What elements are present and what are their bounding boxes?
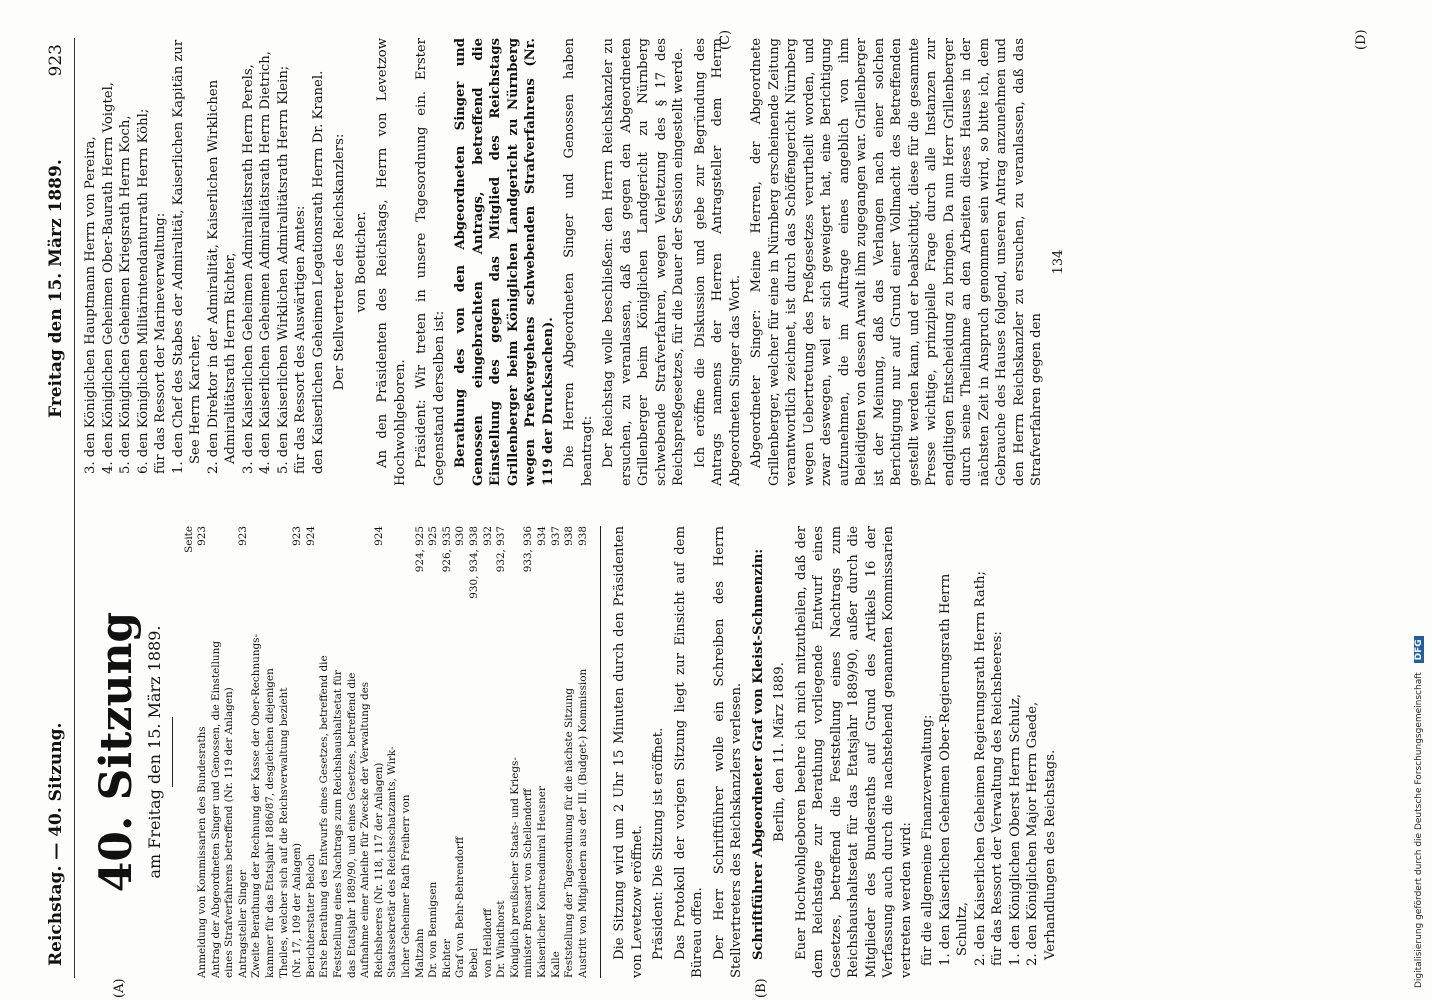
toc-entry-page: [210, 526, 224, 530]
toc-entry: [550, 526, 564, 978]
divider: [172, 717, 173, 787]
toc-entry-title: Feststellung der Tagesordnung für die nächste Sitzung: [563, 687, 576, 978]
paragraph: 2. den Direktor in der Admiralität, Kaiserlichen Wirklichen Admiralitätsrath Herrn Richter,: [205, 79, 238, 474]
toc-entry-page: [250, 526, 264, 530]
paragraph: 1. den Kaiserlichen Geheimen Ober-Regierungsrath Herrn Schultz,: [937, 573, 971, 966]
toc-entry-title: Richter: [440, 939, 453, 978]
toc-entry: [427, 526, 441, 978]
toc-entry-title: Bebel: [467, 948, 480, 978]
toc-entry-page: 924: [372, 526, 385, 546]
digitization-notice: [1414, 0, 1428, 988]
toc-entry-page: [223, 526, 237, 530]
sheet-number: 134: [1050, 249, 1066, 275]
toc-entry-page: 924, 925: [413, 526, 426, 573]
toc-entry: [237, 526, 251, 978]
toc-entry: [441, 526, 455, 978]
toc-entry-title: Graf von Behr-Behrendorff: [454, 836, 467, 978]
toc-entry-title: licher Geheimer Rath Freiherr von: [400, 794, 412, 978]
paragraph: Die Sitzung wird um 2 Uhr 15 Minuten durch den Präsidenten von Levetzow eröffnet.: [612, 526, 645, 978]
paragraph: 2. den Königlichen Major Herrn Gaede,: [1025, 701, 1041, 966]
toc-entry-page: 930: [454, 526, 467, 546]
margin-mark-b: (B): [754, 978, 769, 998]
toc-entry: [291, 526, 305, 978]
toc-entry-title: Theiles, welcher sich auf die Reichsverwaltung bezieht: [277, 687, 290, 978]
toc-entry-title: Aufnahme einer Anleihe für Zwecke der Verwaltung des: [359, 681, 372, 978]
paragraph: Der Stellvertreter des Reichskanzlers:: [332, 133, 347, 391]
toc-entry-page: [332, 526, 346, 530]
toc-entry-title: Antrag der Abgeordneten Singer und Genossen, die Einstellung: [209, 641, 222, 978]
paragraph: für das Ressort des Auswärtigen Amtes:: [293, 205, 308, 474]
toc-entry: [468, 526, 482, 978]
toc-entry-page: 933, 936: [522, 526, 535, 573]
toc-entry: [318, 526, 332, 978]
header-center: Freitag den 15. März 1889.: [46, 159, 66, 418]
left-column: [82, 526, 1063, 978]
toc-entry-page: 937: [549, 526, 562, 546]
toc-entry-page: 932, 937: [495, 526, 508, 573]
paragraph: von Boetticher.: [353, 211, 369, 313]
toc-entry-title: Erste Berathung des Entwurfs eines Gesetzes, betreffend die: [318, 655, 331, 978]
toc-entry-page: [359, 526, 373, 530]
toc-entry: [563, 526, 577, 978]
toc-entry: [522, 526, 536, 978]
paragraph: 4. den Kaiserlichen Geheimen Admiralitätsrath Herrn Dietrich,: [258, 51, 273, 474]
toc-entry-page: 934: [535, 526, 548, 546]
paragraph: Berlin, den 11. März 1889.: [772, 662, 788, 842]
toc-entry-title: Kaiserlicher Kontreadmiral Heusner: [535, 786, 548, 978]
paragraph: An den Präsidenten des Reichstags, Herrn von Levetzow Hochwohlgeboren.: [375, 38, 408, 486]
toc-entry-title: (Nr. 17, 109 der Anlagen): [291, 843, 304, 978]
toc-entry-page: 926, 935: [440, 526, 453, 573]
toc-entry-title: Reichsheeres (Nr. 118, 117 der Anlagen): [372, 762, 385, 978]
margin-mark-c: (C): [718, 29, 733, 50]
toc-entry-page: [318, 526, 332, 530]
toc-entry-page: 930, 934, 938: [467, 526, 480, 599]
paragraph: Die Herren Abgeordneten Singer und Genossen haben beantragt:: [562, 38, 595, 486]
paragraph: Verhandlungen des Reichstags.: [1042, 749, 1058, 960]
toc-entry-title: Kalle: [549, 951, 562, 978]
toc-entry: [264, 526, 278, 978]
toc-entry: [210, 526, 224, 978]
paragraph: Das Protokoll der vorigen Sitzung liegt zur Einsicht auf dem Büreau offen.: [672, 526, 706, 978]
toc-entry-title: Dr. Windthorst: [495, 900, 508, 978]
toc-entry: [386, 526, 400, 978]
paragraph: 3. den Königlichen Hauptmann Herrn von Pereira,: [83, 136, 98, 474]
paragraph: für das Ressort der Marineverwaltung:: [153, 212, 168, 474]
session-date: am Freitag den 15. März 1889.: [145, 625, 164, 879]
margin-mark-d: (D): [1354, 29, 1369, 50]
toc-entry: [577, 526, 591, 978]
toc-entry: [454, 526, 468, 978]
toc-entry-page: 938: [576, 526, 589, 546]
paragraph: 5. den Königlichen Geheimen Kriegsrath Herrn Koch,: [118, 115, 133, 474]
digitization-text: Digitalisierung gefördert durch die Deutsche Forschungsgemeinschaft: [1414, 672, 1424, 988]
dfg-logo: DFG: [1414, 636, 1424, 663]
toc-entry: [332, 526, 346, 978]
toc-entry: [414, 526, 428, 978]
left-body-text: [611, 526, 1059, 978]
toc-entry: [223, 526, 237, 978]
toc-entry-page: 923: [291, 526, 304, 546]
margin-mark-a: (A): [112, 978, 127, 998]
header-page-number: 923: [46, 44, 66, 77]
paragraph: Abgeordneter Singer: Meine Herren, der Abgeordnete Grillenberger, welcher für eine in Nürnberg erscheinende Zeitung verantwortlich zeichnet, ist durch das Schöffengericht Nürnberg wegen Uebertretung des Preßgesetzes verurtheilt worden, und zwar deswegen, weil er sich geweigert hat, eine Berichtigung aufzunehmen, die im Auftrage eines angeblich von ihm Beleidigten von dessen Anwalt ihm zugegangen war. Grillenberger ist der Meinung, daß das Verlangen nach einer solchen Berichtigung nur auf Grund einer Vollmacht des Betreffenden gestellt werden kann, und er beabsichtigt, diese für die gesammte Presse wichtige, prinzipielle Frage durch alle Instanzen zur endgiltigen Entscheidung zu bringen. Da nun Herr Grillenberger durch seine Theilnahme an den Arbeiten dieses Hauses in der nächsten Zeit in Anspruch genommen sein wird, so bitte ich, dem Gebrauche des Hauses folgend, unseren Antrag anzunehmen und den Herrn Reichskanzler zu ersuchen, zu veranlassen, daß das Strafverfahren gegen den: [749, 38, 1044, 486]
toc-entry-title: das Etatsjahr 1889/90, und eines Gesetzes, betreffend die: [345, 672, 358, 978]
paragraph: für die allgemeine Finanzverwaltung:: [920, 714, 936, 966]
toc-entry-page: [264, 526, 278, 530]
paragraph: 1. den Königlichen Oberst Herrn Schulz,: [1007, 693, 1023, 966]
toc-entry-page: [346, 526, 360, 530]
toc-entry-page: [278, 526, 292, 530]
toc-entry-page: 923: [196, 526, 209, 546]
toc-entry-title: von Helldorff: [481, 908, 494, 978]
toc-entry-page: [509, 526, 523, 530]
toc-page-header: Seite: [182, 526, 195, 553]
paragraph: Präsident: Wir treten in unsere Tagesordnung ein. Erster Gegenstand derselben ist:: [414, 38, 447, 486]
paragraph: Ich eröffne die Diskussion und gebe zur Begründung des Antrags namens der Herren Antragsteller dem Herrn Abgeordneten Singer das Wort.: [692, 38, 743, 486]
toc-entry-title: Zweite Berathung der Rechnung der Kasse der Ober-Rechnungs-: [250, 633, 263, 978]
toc-entry-title: Dr. von Bennigsen: [427, 881, 440, 978]
paragraph: 3. den Kaiserlichen Geheimen Admiralitätsrath Herrn Perels,: [240, 64, 256, 474]
toc-entry: [305, 526, 319, 978]
toc-entry-title: Maltzahn: [413, 928, 426, 978]
paragraph: Der Reichstag wolle beschließen: den Herrn Reichskanzler zu ersuchen, zu veranlassen, daß das gegen den Abgeordneten Grillenberger beim Königlichen Landgericht zu Nürnberg schwebende Strafverfahren, wegen Verletzung des § 17 des Reichspreßgesetzes, für die Dauer der Session eingestellt werde.: [601, 38, 686, 486]
paragraph: Der Herr Schriftführer wolle ein Schreiben des Herrn Stellvertreters des Reichskanzlers verlesen.: [711, 526, 745, 978]
toc-entry: [400, 526, 414, 978]
paragraph: 1. den Chef des Stabes der Admiralität, Kaiserlichen Kapitän zur See Herrn Karcher,: [170, 39, 203, 474]
table-of-contents: [183, 526, 591, 978]
toc-entry: [250, 526, 264, 978]
paragraph: 6. den Königlichen Militärintendanturrath Herrn Köhl;: [135, 108, 151, 474]
toc-entry-title: Staatssekretär des Reichsschatzamts, Wirk-: [386, 746, 399, 978]
paragraph: 5. den Kaiserlichen Wirklichen Admiralitätsrath Herrn Klein;: [275, 65, 291, 474]
rotated-page-content: [38, 29, 1413, 998]
paragraph: Präsident: Die Sitzung ist eröffnet.: [651, 727, 667, 960]
toc-entry: [278, 526, 292, 978]
toc-entry: [196, 526, 210, 978]
toc-entry: [536, 526, 550, 978]
paragraph: den Kaiserlichen Geheimen Legationsrath Herrn Dr. Kranel.: [310, 70, 326, 474]
toc-entry-title: minister Bronsart von Schellendorff: [522, 788, 535, 978]
toc-entry: [373, 526, 387, 978]
toc-entry-title: eines Strafverfahrens betreffend (Nr. 119 der Anlagen): [223, 687, 236, 978]
toc-entry-page: 932: [481, 526, 494, 546]
toc-entry-title: Königlich preußischer Staats- und Kriegs-: [508, 757, 521, 978]
toc-entry: [346, 526, 360, 978]
session-title: 40. Sitzung: [91, 611, 142, 893]
paragraph: Euer Hochwohlgeboren beehre ich mich mitzutheilen, daß der dem Reichstage zur Berathung vorliegende Entwurf eines Gesetzes, betreffend die Feststellung eines Nachtrags zum Reichshaushaltsetat für das Etatsjahr 1889/90, außer durch die Mitglieder des Bundesraths auf Grund des Artikels 16 der Verfassung auch durch die nachstehend genannten Kommissarien vertreten werden wird:: [793, 526, 914, 978]
toc-entry-title: Antragsteller Singer: [236, 870, 249, 978]
toc-entry-page: 924: [304, 526, 317, 546]
toc-entry-title: Austritt von Mitgliedern aus der III. (Budget-) Kommission: [576, 668, 589, 978]
paragraph: 2. den Kaiserlichen Geheimen Regierungsrath Herrn Rath;: [972, 571, 988, 966]
toc-entry-title: kammer für das Etatsjahr 1886/87, desgleichen diejenigen: [264, 668, 277, 978]
divider: [600, 526, 601, 978]
paragraph: Berathung des von den Abgeordneten Singer und Genossen eingebrachten Antrags, betreffend die Einstellung des gegen das Mitglied des Reichstags Grillenberger beim Königlichen Landgericht zu Nürnberg wegen Preßvergehens schwebenden Strafverfahrens (Nr. 119 der Drucksachen).: [453, 38, 556, 486]
paragraph: 4. den Königlichen Geheimen Ober-Baurath Herrn Voigtel,: [100, 82, 116, 474]
toc-entry: [509, 526, 523, 978]
toc-entry-page: 925: [427, 526, 440, 546]
toc-entry-page: 938: [563, 526, 576, 546]
toc-entry-page: [400, 526, 414, 530]
toc-entry-page: [386, 526, 400, 530]
toc-entry-title: Anmeldung von Kommissarien des Bundesraths: [196, 726, 209, 978]
paragraph: Schriftführer Abgeordneter Graf von Kleist-Schmenzin:: [750, 548, 766, 960]
header-left: Reichstag. — 40. Sitzung.: [46, 722, 66, 966]
paragraph: für das Ressort der Verwaltung des Reichsheeres:: [990, 631, 1006, 966]
toc-entry: [482, 526, 496, 978]
toc-entry: [359, 526, 373, 978]
toc-entry-title: Feststellung eines Nachtrags zum Reichshaushaltsetat für: [332, 670, 345, 978]
running-header: [38, 38, 75, 978]
toc-entry-title: Berichterstatter Beloch: [304, 853, 317, 978]
toc-entry: [495, 526, 509, 978]
right-body-text: [82, 38, 1046, 486]
right-column: [82, 38, 1067, 486]
toc-entry-page: 923: [236, 526, 249, 546]
